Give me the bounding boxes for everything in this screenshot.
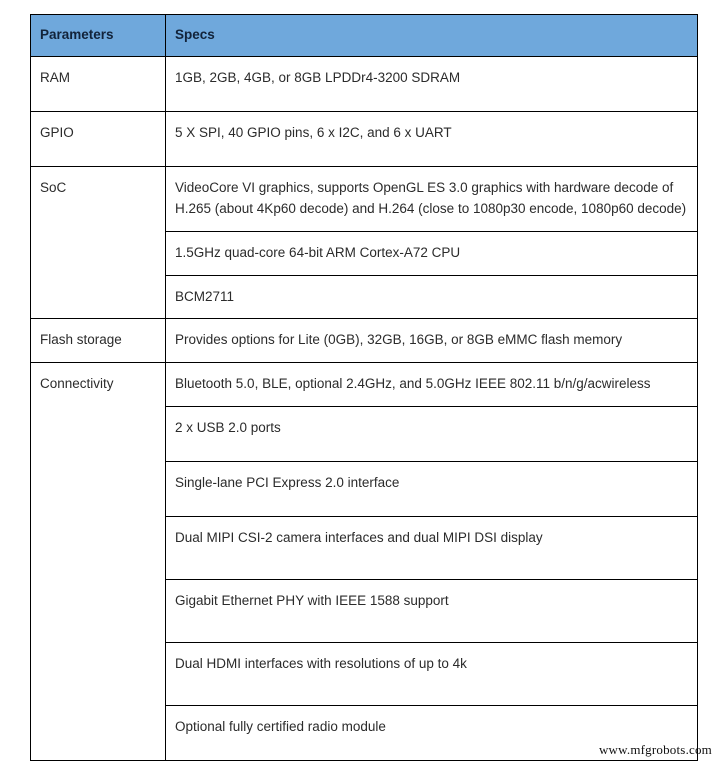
parameter-cell-soc: SoC	[31, 166, 166, 319]
spec-cell-connectivity-0: Bluetooth 5.0, BLE, optional 2.4GHz, and 5.0GHz IEEE 802.11 b/n/g/acwireless	[166, 363, 698, 407]
spec-cell-connectivity-4: Gigabit Ethernet PHY with IEEE 1588 support	[166, 580, 698, 643]
column-header-parameters: Parameters	[31, 15, 166, 57]
spec-cell-soc-0: VideoCore VI graphics, supports OpenGL ES 3.0 graphics with hardware decode of H.265 (about 4Kp60 decode) and H.264 (close to 1080p30 encode, 1080p60 decode)	[166, 166, 698, 231]
spec-cell-soc-2: BCM2711	[166, 275, 698, 319]
parameter-cell-connectivity: Connectivity	[31, 363, 166, 760]
spec-cell-gpio-0: 5 X SPI, 40 GPIO pins, 6 x I2C, and 6 x UART	[166, 111, 698, 166]
table-body	[31, 56, 698, 760]
spec-cell-soc-1: 1.5GHz quad-core 64-bit ARM Cortex-A72 CPU	[166, 231, 698, 275]
table-header	[31, 15, 698, 57]
spec-cell-connectivity-2: Single-lane PCI Express 2.0 interface	[166, 462, 698, 517]
table-row	[31, 111, 698, 166]
spec-cell-connectivity-5: Dual HDMI interfaces with resolutions of up to 4k	[166, 642, 698, 705]
table-row	[31, 166, 698, 231]
parameter-cell-gpio: GPIO	[31, 111, 166, 166]
spec-cell-connectivity-1: 2 x USB 2.0 ports	[166, 407, 698, 462]
spec-cell-flash-storage-0: Provides options for Lite (0GB), 32GB, 16GB, or 8GB eMMC flash memory	[166, 319, 698, 363]
table-row	[31, 363, 698, 407]
parameter-cell-flash-storage: Flash storage	[31, 319, 166, 363]
table-row	[31, 319, 698, 363]
table-header-row	[31, 15, 698, 57]
parameter-cell-ram: RAM	[31, 56, 166, 111]
spec-cell-connectivity-3: Dual MIPI CSI-2 camera interfaces and dual MIPI DSI display	[166, 517, 698, 580]
column-header-specs: Specs	[166, 15, 698, 57]
site-watermark: www.mfgrobots.com	[598, 742, 712, 757]
table-row	[31, 56, 698, 111]
spec-cell-connectivity-6: Optional fully certified radio module	[166, 705, 698, 760]
specifications-table	[30, 14, 698, 761]
spec-cell-ram-0: 1GB, 2GB, 4GB, or 8GB LPDDr4-3200 SDRAM	[166, 56, 698, 111]
